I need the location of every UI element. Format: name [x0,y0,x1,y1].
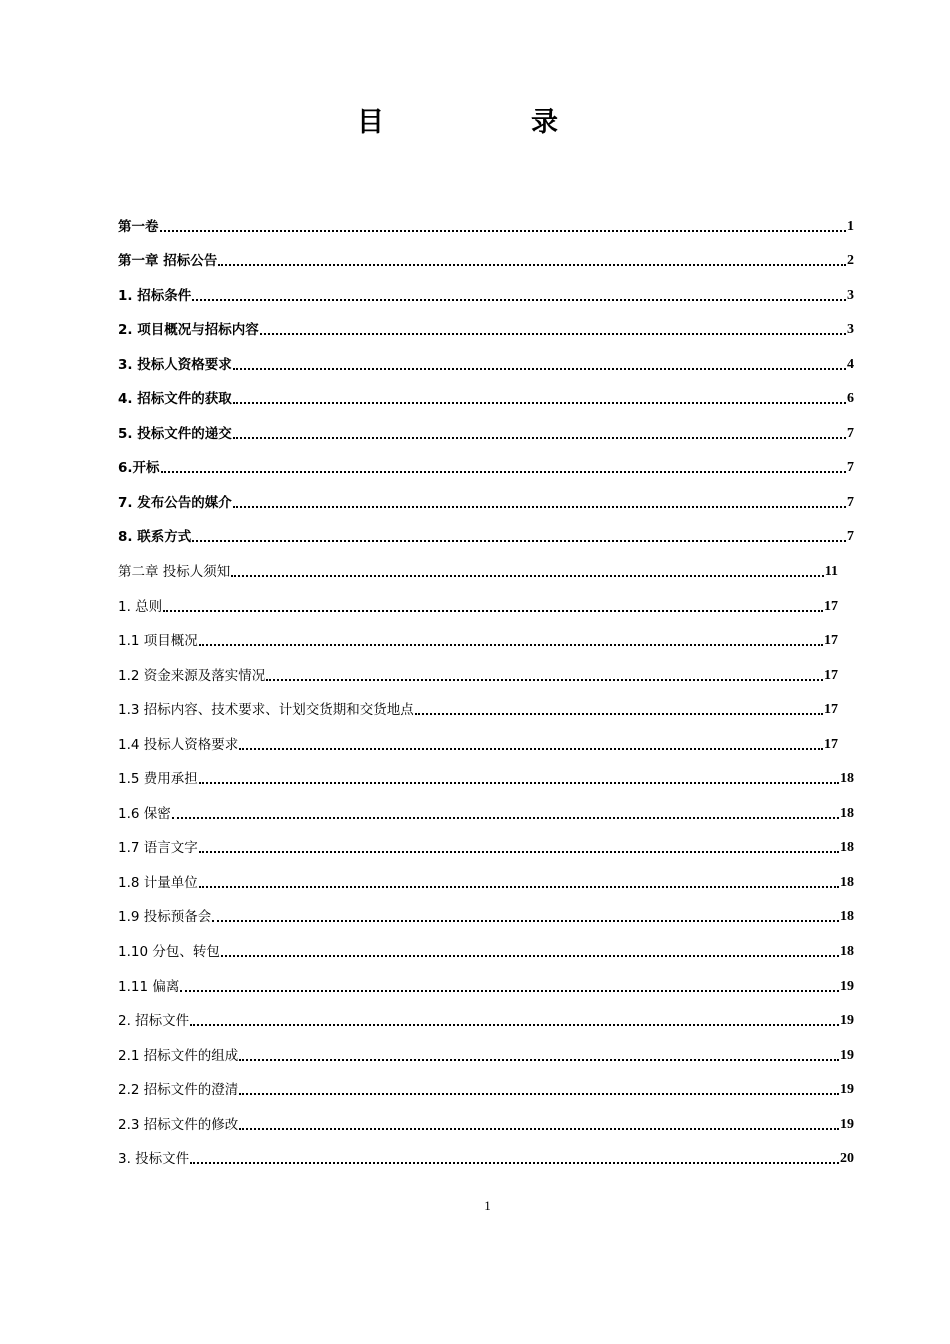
toc-entry-page: 18 [840,840,854,856]
toc-entry-label: 第二章 投标人须知 [118,564,231,581]
toc-entry-label: 1.7 语言文字 [118,840,198,857]
toc-entry[interactable] [118,858,854,893]
toc-dot-leader [233,368,846,370]
toc-entry-label: 4. 招标文件的获取 [118,391,232,408]
toc-entry-page: 19 [840,978,854,994]
toc-entry[interactable] [118,513,854,548]
toc-entry-page: 19 [840,1116,854,1132]
toc-entry-label: 1.11 偏离 [118,978,180,995]
toc-dot-leader [239,748,823,750]
toc-entry-label: 7. 发布公告的媒介 [118,494,232,511]
toc-entry[interactable] [118,306,854,341]
toc-dot-leader [180,990,839,992]
toc-entry-label: 2.2 招标文件的澄清 [118,1082,239,1099]
toc-entry-label: 3. 投标文件 [118,1151,190,1168]
toc-entry-label: 1.9 投标预备会 [118,909,212,926]
toc-entry[interactable] [118,582,838,617]
toc-entry[interactable] [118,202,854,237]
toc-entry-label: 1.4 投标人资格要求 [118,736,239,753]
toc-dot-leader [221,955,839,957]
toc-dot-leader [233,437,846,439]
toc-entry[interactable] [118,237,854,272]
toc-entry-label: 1.2 资金来源及落实情况 [118,667,266,684]
toc-entry-page: 17 [824,702,838,718]
toc-entry[interactable] [118,409,854,444]
toc-dot-leader [231,575,823,577]
toc-entry-label: 2.1 招标文件的组成 [118,1047,239,1064]
toc-dot-leader [160,230,847,232]
toc-entry-label: 1. 招标条件 [118,287,192,304]
toc-dot-leader [192,299,846,301]
toc-entry-label: 第一章 招标公告 [118,253,218,270]
toc-entry[interactable] [118,617,838,652]
toc-entry[interactable] [118,340,854,375]
toc-entry-page: 19 [840,1082,854,1098]
toc-entry-page: 18 [840,874,854,890]
toc-entry[interactable] [118,997,854,1032]
toc-entry-page: 19 [840,1013,854,1029]
toc-entry-page: 6 [847,391,854,407]
toc-entry-page: 7 [847,529,854,545]
toc-entry[interactable] [118,927,854,962]
toc-entry-page: 18 [840,771,854,787]
toc-entry-label: 第一卷 [118,218,159,235]
toc-entry-page: 18 [840,805,854,821]
toc-entry-page: 4 [847,356,854,372]
toc-dot-leader [260,333,846,335]
toc-entry-page: 1 [847,218,854,234]
toc-entry-page: 2 [847,253,854,269]
toc-entry[interactable] [118,1135,854,1170]
toc-dot-leader [415,713,823,715]
toc-entry-page: 3 [847,322,854,338]
toc-dot-leader [239,1093,839,1095]
toc-entry-label: 1.5 费用承担 [118,771,198,788]
toc-entry-page: 7 [847,425,854,441]
toc-dot-leader [239,1059,839,1061]
toc-entry-label: 1.1 项目概况 [118,633,198,650]
toc-entry[interactable] [118,686,838,721]
toc-entry[interactable] [118,651,838,686]
toc-dot-leader [192,540,846,542]
toc-dot-leader [161,471,846,473]
toc-entry-page: 7 [847,494,854,510]
toc-entry-page: 17 [824,598,838,614]
toc-dot-leader [212,920,839,922]
toc-entry[interactable] [118,789,854,824]
page-title: 目 录 [357,107,618,138]
toc-entry[interactable] [118,1031,854,1066]
toc-entry-label: 3. 投标人资格要求 [118,356,232,373]
toc-dot-leader [218,264,846,266]
toc-dot-leader [266,679,823,681]
toc-entry-page: 17 [824,633,838,649]
toc-entry-page: 3 [847,287,854,303]
toc-entry-label: 8. 联系方式 [118,529,192,546]
toc-entry-label: 1. 总则 [118,598,163,615]
toc-dot-leader [190,1162,839,1164]
toc-entry-label: 2.3 招标文件的修改 [118,1116,239,1133]
toc-entry-label: 6.开标 [118,460,160,477]
toc-entry-page: 17 [824,667,838,683]
toc-entry[interactable] [118,478,854,513]
toc-entry[interactable] [118,1100,854,1135]
toc-entry[interactable] [118,375,854,410]
toc-entry[interactable] [118,271,854,306]
toc-entry[interactable] [118,444,854,479]
toc-entry[interactable] [118,755,854,790]
toc-dot-leader [233,506,846,508]
toc-entry[interactable] [118,1066,854,1101]
toc-entry-page: 11 [824,564,838,580]
toc-dot-leader [199,851,839,853]
toc-dot-leader [199,782,839,784]
toc-entry-page: 18 [840,909,854,925]
toc-entry[interactable] [118,824,854,859]
toc-entry-label: 2. 项目概况与招标内容 [118,322,259,339]
toc-entry[interactable] [118,893,854,928]
toc-dot-leader [233,402,846,404]
toc-dot-leader [172,817,839,819]
toc-entry-label: 1.6 保密 [118,805,171,822]
toc-entry-label: 1.8 计量单位 [118,874,198,891]
toc-entry-page: 17 [824,736,838,752]
toc-dot-leader [190,1024,839,1026]
toc-dot-leader [239,1128,839,1130]
toc-dot-leader [199,644,823,646]
toc-entry[interactable] [118,720,838,755]
toc-dot-leader [199,886,839,888]
table-of-contents [118,202,854,1169]
toc-entry-label: 2. 招标文件 [118,1013,190,1030]
toc-entry-label: 1.10 分包、转包 [118,944,220,961]
toc-entry-page: 19 [840,1047,854,1063]
toc-entry-label: 1.3 招标内容、技术要求、计划交货期和交货地点 [118,702,414,719]
toc-dot-leader [163,610,823,612]
toc-entry[interactable] [118,962,854,997]
toc-entry-page: 18 [840,944,854,960]
toc-entry-page: 7 [847,460,854,476]
toc-entry[interactable] [118,547,838,582]
page-number: 1 [484,1198,491,1213]
toc-entry-page: 20 [840,1151,854,1167]
toc-entry-label: 5. 投标文件的递交 [118,425,232,442]
